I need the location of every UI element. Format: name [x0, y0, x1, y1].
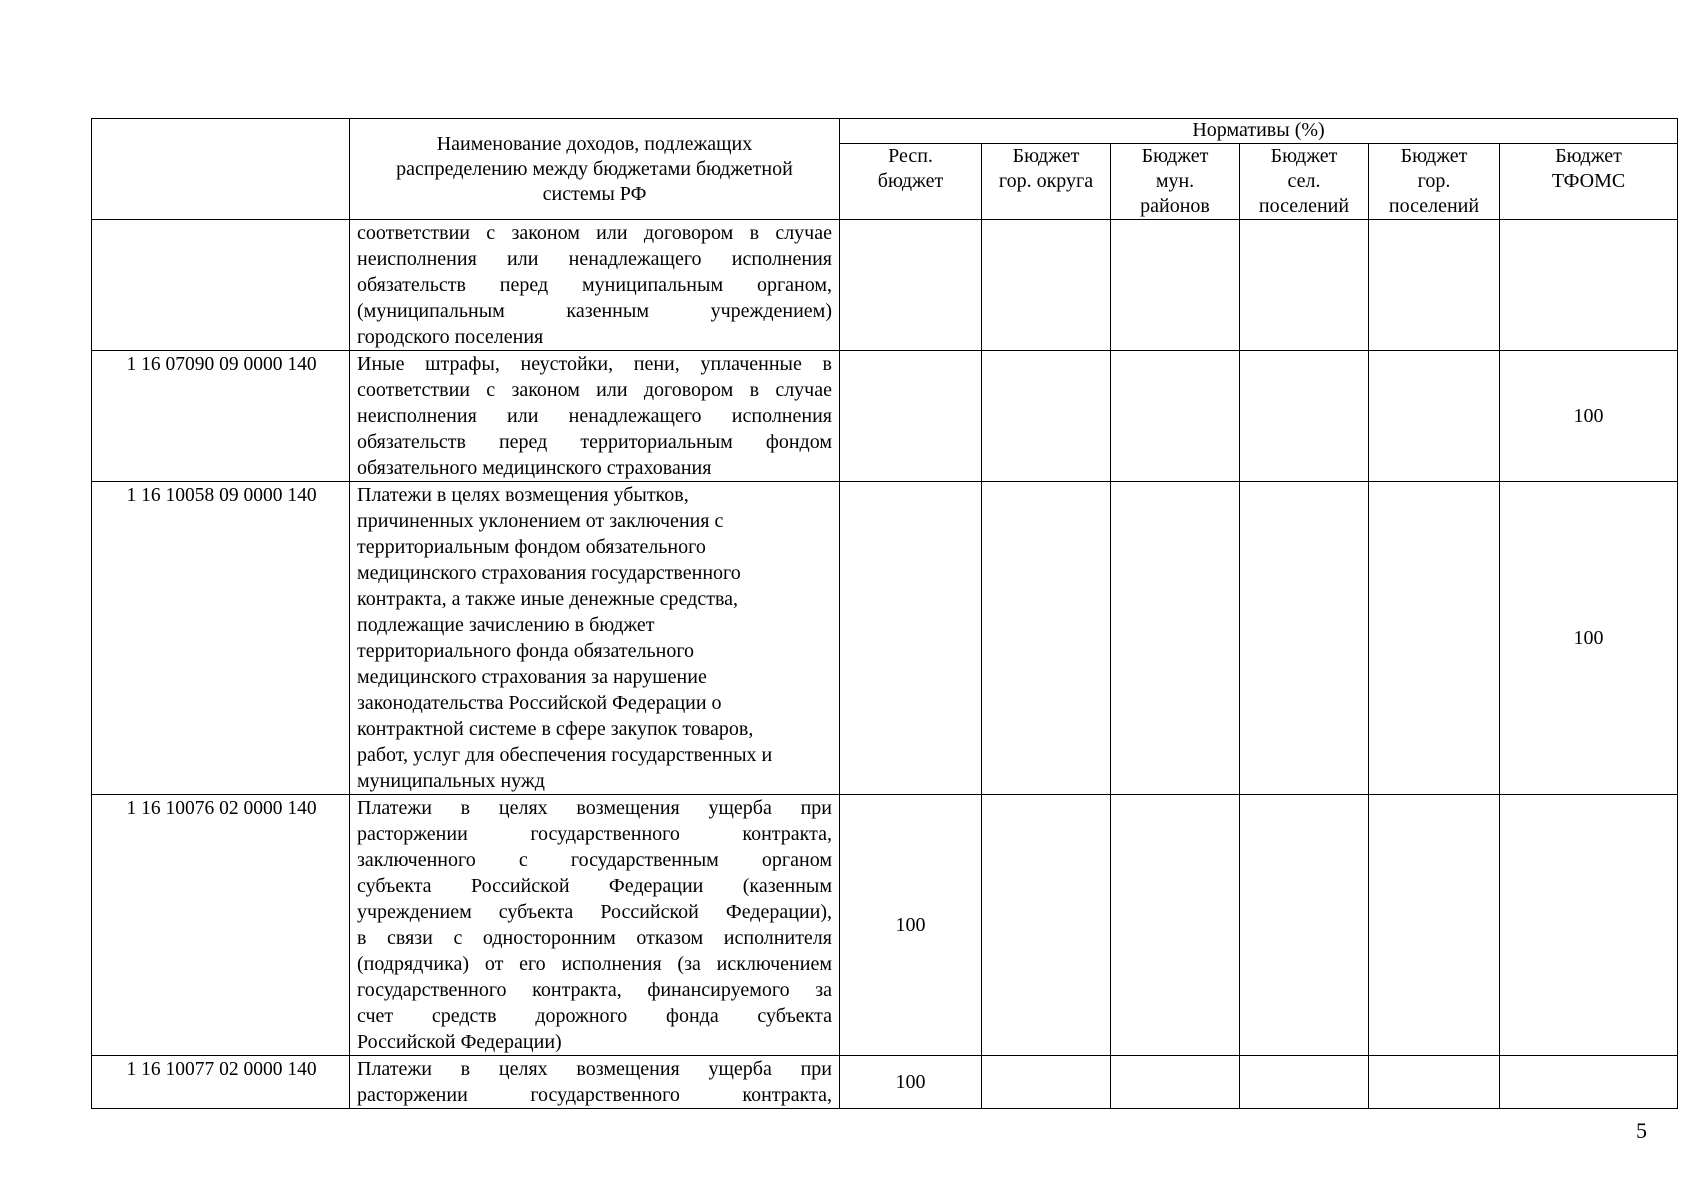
income-code: 1 16 10076 02 0000 140 — [92, 795, 350, 1056]
value-cell: 100 — [1500, 351, 1678, 482]
column-header-line: Бюджет — [1141, 145, 1209, 167]
name-header-line: распределению между бюджетами бюджетной — [396, 157, 793, 180]
income-description — [350, 795, 840, 1056]
value-cell — [1369, 795, 1500, 1056]
value-cell — [1369, 351, 1500, 482]
description-line: Российской Федерации) — [357, 1031, 562, 1053]
page-number: 5 — [1636, 1118, 1647, 1143]
value-cell — [1240, 220, 1369, 351]
table-row — [92, 351, 1678, 482]
value-cell: 100 — [840, 795, 982, 1056]
column-header-municipal-districts-budget — [1111, 144, 1240, 220]
value-cell — [1111, 351, 1240, 482]
description-line: обязательств перед муниципальным органом, — [357, 274, 832, 296]
description-line: причиненных уклонением от заключения с — [357, 510, 724, 532]
description-line: Платежи в целях возмещения ущерба при — [357, 1058, 832, 1080]
code-column-header — [92, 119, 350, 220]
description-line: городского поселения — [357, 326, 544, 348]
description-line: субъекта Российской Федерации (казенным — [357, 875, 832, 897]
table-row — [92, 482, 1678, 795]
value-cell — [982, 1056, 1111, 1109]
description-line: расторжении государственного контракта, — [357, 823, 832, 845]
income-description — [350, 220, 840, 351]
column-header-urban-settlements-budget — [1369, 144, 1500, 220]
column-header-line: Респ. — [888, 145, 933, 167]
column-header-line: поселений — [1388, 195, 1480, 217]
value-cell — [1500, 220, 1678, 351]
value-cell — [1111, 795, 1240, 1056]
value-cell — [1240, 795, 1369, 1056]
name-column-header — [350, 119, 840, 220]
description-line: учреждением субъекта Российской Федерации), — [357, 901, 832, 923]
value-cell — [1500, 1056, 1678, 1109]
column-header-line: гор. округа — [998, 170, 1094, 192]
description-line: неисполнения или ненадлежащего исполнения — [357, 248, 832, 270]
value-cell — [1240, 351, 1369, 482]
description-line: соответствии с законом или договором в случае — [357, 222, 832, 244]
column-header-rural-settlements-budget — [1240, 144, 1369, 220]
column-header-line: бюджет — [877, 170, 944, 192]
table-row — [92, 220, 1678, 351]
description-line: медицинского страхования за нарушение — [357, 666, 707, 688]
value-cell — [1369, 220, 1500, 351]
column-header-line: сел. — [1287, 170, 1321, 192]
column-header-line: Бюджет — [1012, 145, 1080, 167]
table-row — [92, 1056, 1678, 1109]
value-cell — [1111, 482, 1240, 795]
description-line: территориальным фондом обязательного — [357, 536, 706, 558]
value-cell — [840, 482, 982, 795]
income-code: 1 16 07090 09 0000 140 — [92, 351, 350, 482]
description-line: Иные штрафы, неустойки, пени, уплаченные в — [357, 353, 832, 375]
description-line: в связи с односторонним отказом исполнителя — [357, 927, 832, 949]
column-header-line: Бюджет — [1270, 145, 1338, 167]
description-line: работ, услуг для обеспечения государственных и — [357, 744, 773, 766]
description-line: (подрядчика) от его исполнения (за исключением — [357, 953, 832, 975]
value-cell — [1240, 1056, 1369, 1109]
description-line: заключенного с государственным органом — [357, 849, 832, 871]
value-cell — [982, 220, 1111, 351]
description-line: обязательного медицинского страхования — [357, 457, 712, 479]
income-description — [350, 482, 840, 795]
description-line: неисполнения или ненадлежащего исполнения — [357, 405, 832, 427]
value-cell — [982, 795, 1111, 1056]
description-line: территориального фонда обязательного — [357, 640, 695, 662]
description-line: счет средств дорожного фонда субъекта — [357, 1005, 832, 1027]
value-cell — [982, 351, 1111, 482]
income-code: 1 16 10058 09 0000 140 — [92, 482, 350, 795]
description-line: соответствии с законом или договором в случае — [357, 379, 832, 401]
value-cell — [1111, 220, 1240, 351]
column-header-line: районов — [1140, 195, 1210, 217]
description-line: расторжении государственного контракта, — [357, 1084, 832, 1106]
value-cell — [1111, 1056, 1240, 1109]
header-row-top — [92, 119, 1678, 144]
description-line: законодательства Российской Федерации о — [357, 692, 722, 714]
income-distribution-table — [91, 118, 1678, 1109]
description-line: (муниципальным казенным учреждением) — [357, 300, 832, 322]
column-header-line: поселений — [1258, 195, 1350, 217]
income-code — [92, 220, 350, 351]
column-header-city-district-budget — [982, 144, 1111, 220]
name-header-line: системы РФ — [542, 182, 647, 205]
value-cell — [840, 220, 982, 351]
description-line: медицинского страхования государственного — [357, 562, 741, 584]
column-header-line: Бюджет — [1400, 145, 1468, 167]
description-line: муниципальных нужд — [357, 770, 545, 792]
description-line: контракта, а также иные денежные средства, — [357, 588, 738, 610]
value-cell — [840, 351, 982, 482]
column-header-line: гор. — [1417, 170, 1451, 192]
description-line: контрактной системе в сфере закупок товаров, — [357, 718, 754, 740]
table-row — [92, 795, 1678, 1056]
value-cell — [1369, 482, 1500, 795]
description-line: подлежащие зачислению в бюджет — [357, 614, 655, 636]
value-cell: 100 — [1500, 482, 1678, 795]
description-line: Платежи в целях возмещения убытков, — [357, 484, 689, 506]
value-cell — [1500, 795, 1678, 1056]
column-header-tfoms-budget — [1500, 144, 1678, 220]
income-description — [350, 351, 840, 482]
column-header-line: Бюджет — [1555, 145, 1622, 167]
value-cell — [982, 482, 1111, 795]
description-line: государственного контракта, финансируемого за — [357, 979, 832, 1001]
name-header-line: Наименование доходов, подлежащих — [436, 132, 753, 155]
description-line: Платежи в целях возмещения ущерба при — [357, 797, 832, 819]
column-header-resp-budget — [840, 144, 982, 220]
value-cell: 100 — [840, 1056, 982, 1109]
income-code: 1 16 10077 02 0000 140 — [92, 1056, 350, 1109]
description-line: обязательств перед территориальным фондом — [357, 431, 832, 453]
value-cell — [1369, 1056, 1500, 1109]
income-description — [350, 1056, 840, 1109]
normatives-header: Нормативы (%) — [840, 119, 1678, 144]
value-cell — [1240, 482, 1369, 795]
column-header-line: мун. — [1155, 170, 1195, 192]
column-header-line: ТФОМС — [1551, 170, 1626, 192]
